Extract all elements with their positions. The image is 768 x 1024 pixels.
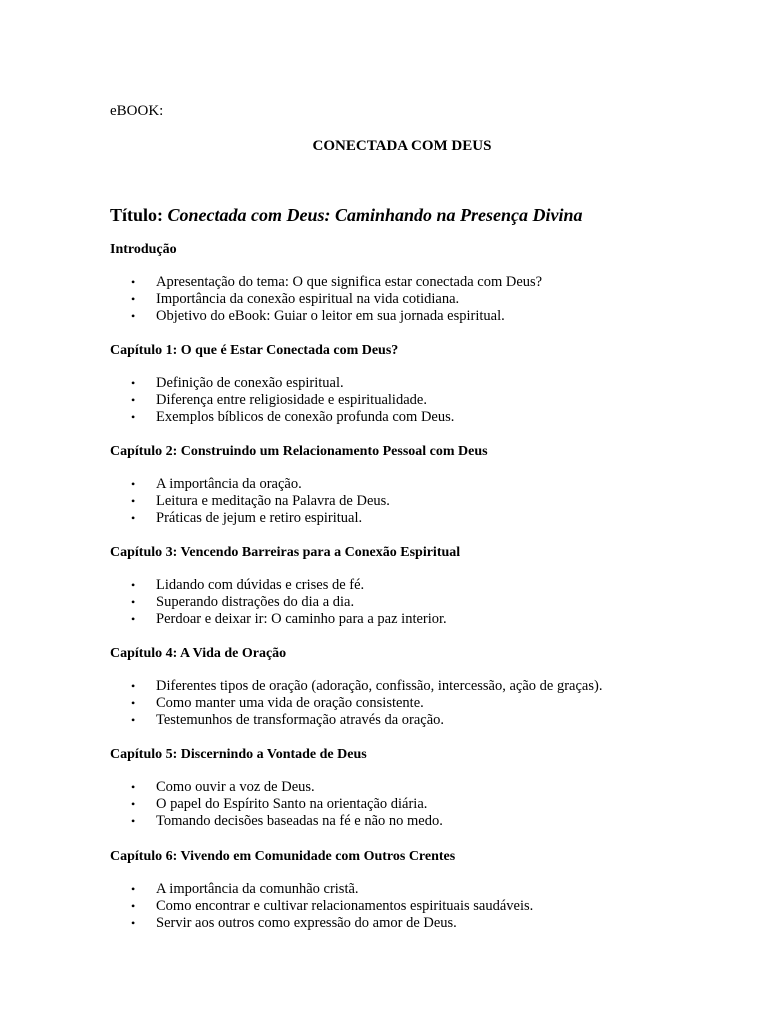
bullet-list (110, 577, 750, 628)
list-item: • Práticas de jejum e retiro espiritual. (131, 510, 363, 526)
bullet-icon: • (131, 713, 136, 727)
main-title: CONECTADA COM DEUS (312, 138, 492, 154)
list-item: • Perdoar e deixar ir: O caminho para a paz interior. (131, 611, 447, 627)
list-item: • Diferença entre religiosidade e espiritualidade. (131, 392, 427, 408)
bullet-list (110, 779, 750, 830)
list-item: • Leitura e meditação na Palavra de Deus. (131, 493, 390, 509)
list-item: • Testemunhos de transformação através da oração. (131, 712, 445, 728)
list-item: • A importância da comunhão cristã. (131, 881, 359, 897)
section-capitulo-4 (110, 645, 750, 729)
title-value: Conectada com Deus: Caminhando na Presença Divina (167, 205, 583, 225)
list-item: • Diferentes tipos de oração (adoração, confissão, intercessão, ação de graças). (131, 678, 603, 694)
bullet-icon: • (131, 578, 136, 592)
section-capitulo-5 (110, 746, 750, 830)
section-heading: Capítulo 6: Vivendo em Comunidade com Outros Crentes (110, 849, 456, 864)
list-item: • A importância da oração. (131, 476, 302, 492)
list-item: • Servir aos outros como expressão do amor de Deus. (131, 915, 457, 931)
bullet-icon: • (131, 393, 136, 407)
list-item: • Tomando decisões baseadas na fé e não no medo. (131, 813, 443, 829)
bullet-icon: • (131, 477, 136, 491)
section-capitulo-2 (110, 443, 750, 527)
section-heading: Introdução (110, 242, 177, 257)
section-capitulo-1 (110, 342, 750, 426)
ebook-label: eBOOK: (110, 103, 164, 119)
list-item: • Definição de conexão espiritual. (131, 375, 344, 391)
section-heading: Capítulo 3: Vencendo Barreiras para a Conexão Espiritual (110, 545, 461, 560)
list-item: • Apresentação do tema: O que significa estar conectada com Deus? (131, 274, 543, 290)
bullet-icon: • (131, 696, 136, 710)
bullet-icon: • (131, 797, 136, 811)
bullet-list (110, 881, 750, 932)
bullet-icon: • (131, 309, 136, 323)
bullet-list (110, 375, 750, 426)
section-heading: Capítulo 1: O que é Estar Conectada com Deus? (110, 343, 399, 358)
list-item: • O papel do Espírito Santo na orientação diária. (131, 796, 428, 812)
bullet-icon: • (131, 292, 136, 306)
bullet-list (110, 678, 750, 729)
list-item: • Como ouvir a voz de Deus. (131, 779, 315, 795)
bullet-icon: • (131, 595, 136, 609)
section-capitulo-6 (110, 848, 750, 932)
list-item: • Objetivo do eBook: Guiar o leitor em sua jornada espiritual. (131, 308, 505, 324)
section-capitulo-3 (110, 544, 750, 628)
section-heading: Capítulo 5: Discernindo a Vontade de Deus (110, 747, 367, 762)
bullet-list (110, 274, 750, 325)
bullet-icon: • (131, 814, 136, 828)
bullet-icon: • (131, 612, 136, 626)
bullet-icon: • (131, 275, 136, 289)
list-item: • Importância da conexão espiritual na vida cotidiana. (131, 291, 460, 307)
bullet-icon: • (131, 882, 136, 896)
section-heading: Capítulo 4: A Vida de Oração (110, 646, 287, 661)
bullet-icon: • (131, 679, 136, 693)
bullet-icon: • (131, 916, 136, 930)
list-item: • Como encontrar e cultivar relacionamentos espirituais saudáveis. (131, 898, 534, 914)
bullet-icon: • (131, 410, 136, 424)
title-label: Título: (110, 205, 164, 225)
bullet-icon: • (131, 899, 136, 913)
bullet-list (110, 476, 750, 527)
section-heading: Capítulo 2: Construindo um Relacionamento Pessoal com Deus (110, 444, 488, 459)
list-item: • Exemplos bíblicos de conexão profunda com Deus. (131, 409, 455, 425)
list-item: • Como manter uma vida de oração consistente. (131, 695, 424, 711)
bullet-icon: • (131, 376, 136, 390)
list-item: • Superando distrações do dia a dia. (131, 594, 355, 610)
bullet-icon: • (131, 511, 136, 525)
bullet-icon: • (131, 494, 136, 508)
bullet-icon: • (131, 780, 136, 794)
list-item: • Lidando com dúvidas e crises de fé. (131, 577, 365, 593)
document-title (110, 204, 583, 226)
section-introducao (110, 241, 750, 325)
